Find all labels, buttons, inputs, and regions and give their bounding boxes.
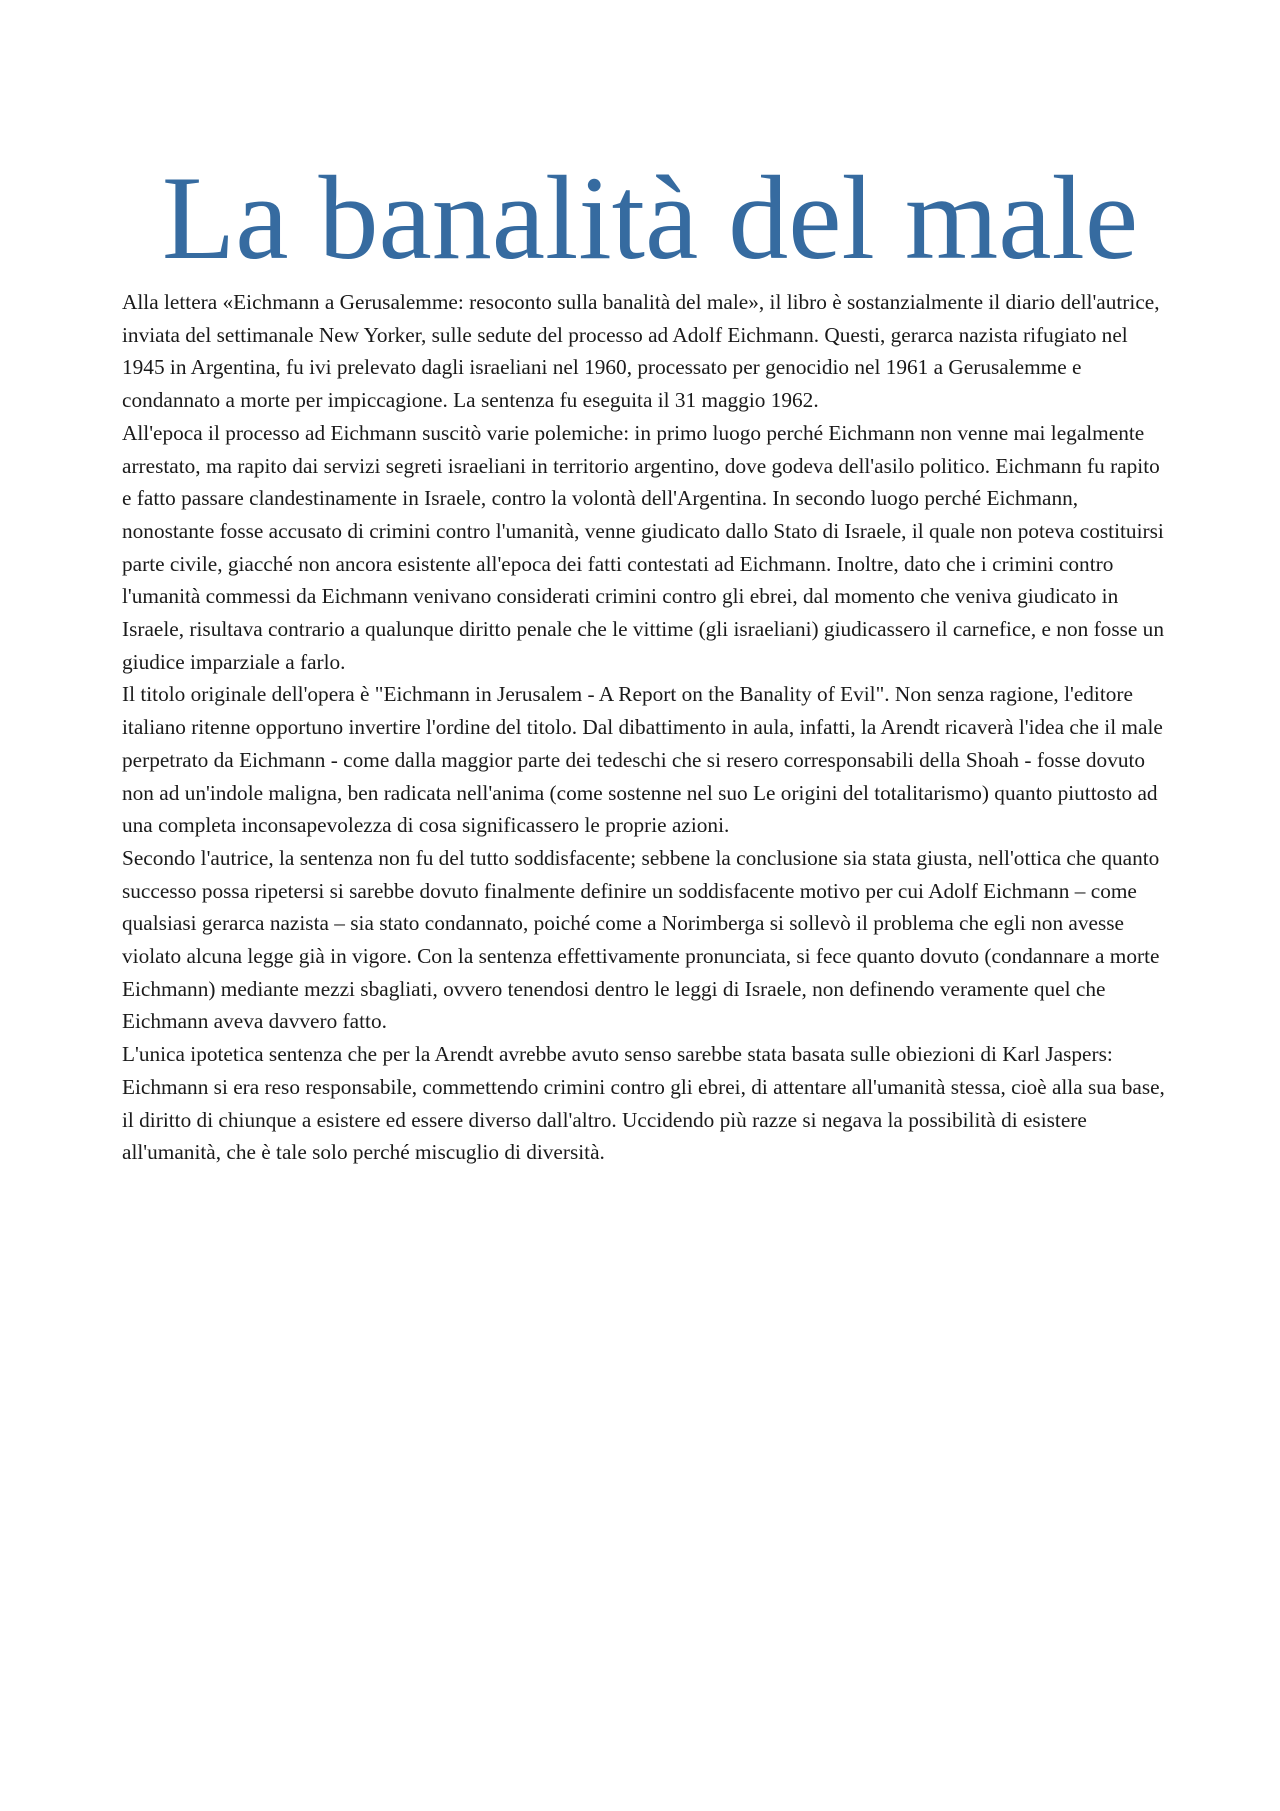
document-body <box>122 286 1167 1169</box>
paragraph-4: Secondo l'autrice, la sentenza non fu del tutto soddisfacente; sebbene la conclusione sia stata giusta, nell'ottica che quanto successo possa ripetersi si sarebbe dovuto finalmente definire un soddisfacente motivo per cui Adolf Eichmann – come qualsiasi gerarca nazista – sia stato condannato, poiché come a Norimberga si sollevò il problema che egli non avesse violato alcuna legge già in vigore. Con la sentenza effettivamente pronunciata, si fece quanto dovuto (condannare a morte Eichmann) mediante mezzi sbagliati, ovvero tenendosi dentro le leggi di Israele, non definendo veramente quel che Eichmann aveva davvero fatto. <box>122 845 1160 1034</box>
paragraph-1: Alla lettera «Eichmann a Gerusalemme: resoconto sulla banalità del male», il libro è sostanzialmente il diario dell'autrice, inviata del settimanale New Yorker, sulle sedute del processo ad Adolf Eichmann. Questi, gerarca nazista rifugiato nel 1945 in Argentina, fu ivi prelevato dagli israeliani nel 1960, processato per genocidio nel 1961 a Gerusalemme e condannato a morte per impiccagione. La sentenza fu eseguita il 31 maggio 1962. <box>122 290 1160 413</box>
paragraph-5: L'unica ipotetica sentenza che per la Arendt avrebbe avuto senso sarebbe stata basata sulle obiezioni di Karl Jaspers: Eichmann si era reso responsabile, commettendo crimini contro gli ebrei, di attentare all'umanità stessa, cioè alla sua base, il diritto di chiunque a esistere ed essere diverso dall'altro. Uccidendo più razze si negava la possibilità di esistere all'umanità, che è tale solo perché miscuglio di diversità. <box>122 1042 1165 1165</box>
paragraph-2: All'epoca il processo ad Eichmann suscitò varie polemiche: in primo luogo perché Eichmann non venne mai legalmente arrestato, ma rapito dai servizi segreti israeliani in territorio argentino, dove godeva dell'asilo politico. Eichmann fu rapito e fatto passare clandestinamente in Israele, contro la volontà dell'Argentina. In secondo luogo perché Eichmann, nonostante fosse accusato di crimini contro l'umanità, venne giudicato dallo Stato di Israele, il quale non poteva costituirsi parte civile, giacché non ancora esistente all'epoca dei fatti contestati ad Eichmann. Inoltre, dato che i crimini contro l'umanità commessi da Eichmann venivano considerati crimini contro gli ebrei, dal momento che veniva giudicato in Israele, risultava contrario a qualunque diritto penale che le vittime (gli israeliani) giudicassero il carnefice, e non fosse un giudice imparziale a farlo. <box>122 420 1164 674</box>
page-title: La banalità del male <box>161 151 1139 284</box>
paragraph-3: Il titolo originale dell'opera è "Eichmann in Jerusalem - A Report on the Banality of Evil". Non senza ragione, l'editore italiano ritenne opportuno invertire l'ordine del titolo. Dal dibattimento in aula, infatti, la Arendt ricaverà l'idea che il male perpetrato da Eichmann - come dalla maggior parte dei tedeschi che si resero corresponsabili della Shoah - fosse dovuto non ad un'indole maligna, ben radicata nell'anima (come sostenne nel suo Le origini del totalitarismo) quanto piuttosto ad una completa inconsapevolezza di cosa significassero le proprie azioni. <box>122 682 1163 838</box>
